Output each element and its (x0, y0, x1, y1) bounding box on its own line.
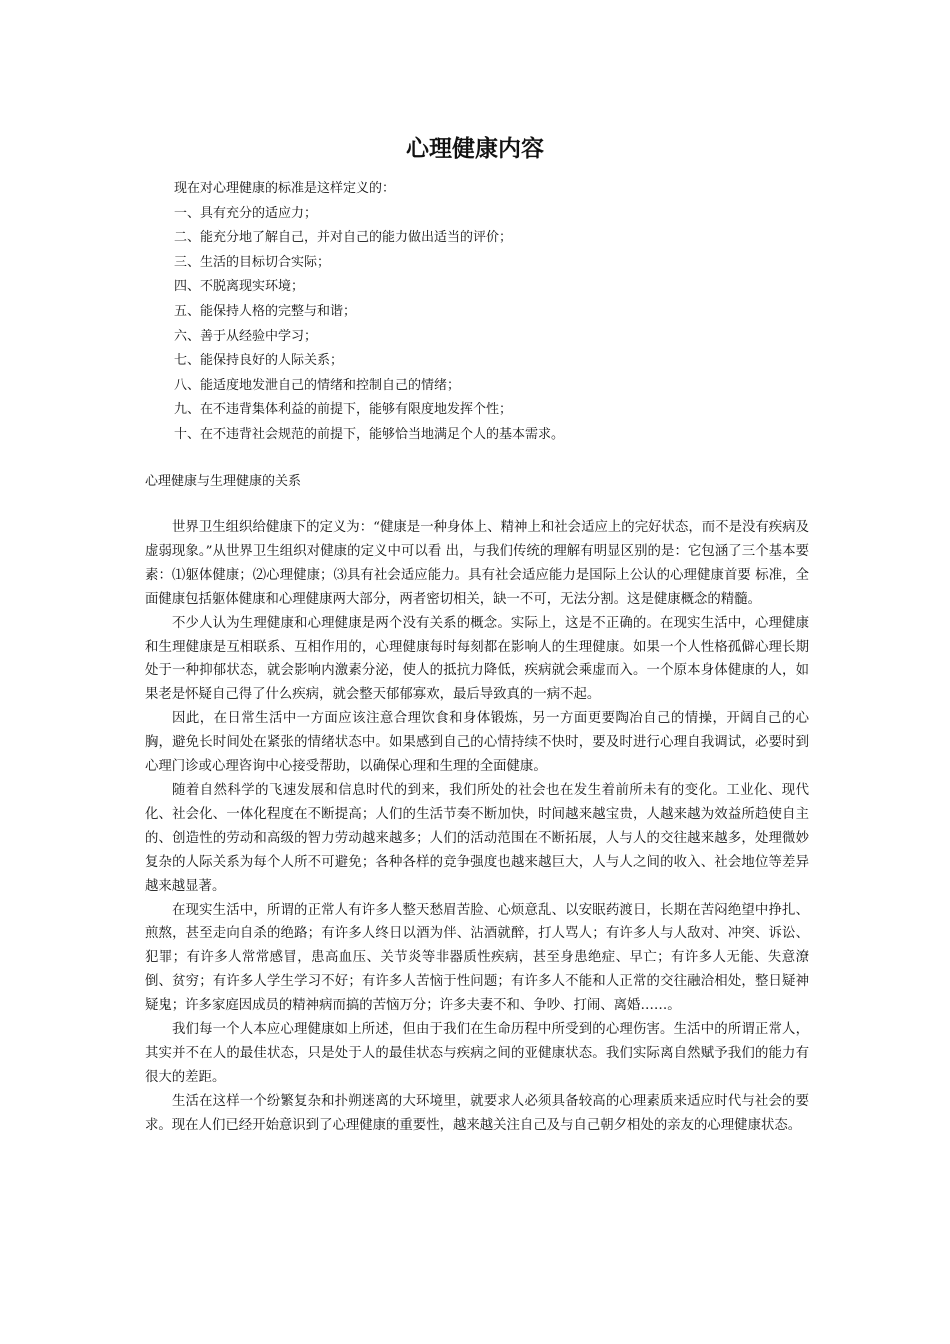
page-title: 心理健康内容 (406, 136, 544, 162)
body-text (145, 516, 809, 1138)
body-paragraph: 不少人认为生理健康和心理健康是两个没有关系的概念。实际上，这是不正确的。在现实生活中，心理健康和生理健康是互相联系、互相作用的，心理健康每时每刻都在影响人的生理健康。如果一个人性格孤僻心理长期处于一种抑郁状态，就会影响内激素分泌，使人的抵抗力降低，疾病就会乘虚而入。一个原本身体健康的人，如果老是怀疑自己得了什么疾病，就会整天郁郁寡欢，最后导致真的一病不起。 (145, 615, 809, 703)
body-paragraph: 随着自然科学的飞速发展和信息时代的到来，我们所处的社会也在发生着前所未有的变化。工业化、现代化、社会化、一体化程度在不断提高；人们的生活节奏不断加快，时间越来越宝贵，人越来越为效益所趋使自主的、创造性的劳动和高级的智力劳动越来越多；人们的活动范围在不断拓展，人与人的交往越来越多，处理微妙复杂的人际关系为每个人所不可避免；各种各样的竞争强度也越来越巨大，人与人之间的收入、社会地位等差异越来越显著。 (145, 782, 809, 894)
criteria-item: 十、在不违背社会规范的前提下，能够恰当地满足个人的基本需求。 (174, 426, 565, 442)
criteria-item: 五、能保持人格的完整与和谐； (174, 303, 357, 319)
criteria-item: 四、不脱离现实环境； (174, 279, 305, 295)
body-paragraph: 因此，在日常生活中一方面应该注意合理饮食和身体锻炼，另一方面更要陶冶自己的情操，开阔自己的心胸，避免长时间处在紧张的情绪状态中。如果感到自己的心情持续不快时，要及时进行心理自我调试，必要时到心理门诊或心理咨询中心接受帮助，以确保心理和生理的全面健康。 (145, 711, 809, 775)
criteria-item: 一、具有充分的适应力； (174, 205, 318, 221)
criteria-item: 三、生活的目标切合实际； (174, 254, 331, 270)
criteria-list (174, 177, 814, 448)
body-paragraph: 生活在这样一个纷繁复杂和扑朔迷离的大环境里，就要求人必须具备较高的心理素质来适应时代与社会的要求。现在人们已经开始意识到了心理健康的重要性，越来越关注自己及与自己朝夕相处的亲友的心理健康状态。 (145, 1093, 809, 1133)
criteria-item: 六、善于从经验中学习； (174, 328, 318, 344)
body-paragraph: 我们每一个人本应心理健康如上所述，但由于我们在生命历程中所受到的心理伤害。生活中的所谓正常人，其实并不在人的最佳状态，只是处于人的最佳状态与疾病之间的亚健康状态。我们实际离自然赋予我们的能力有很大的差距。 (145, 1022, 809, 1085)
body-paragraph: 世界卫生组织给健康下的定义为：“健康是一种身体上、精神上和社会适应上的完好状态，而不是没有疾病及虚弱现象。”从世界卫生组织对健康的定义中可以看 出，与我们传统的理解有明显区别的是：它包涵了三个基本要素：⑴躯体健康；⑵心理健康；⑶具有社会适应能力。具有社会适应能力是国际上公认的心理健康首要 标准，全面健康包括躯体健康和心理健康两大部分，两者密切相关，缺一不可，无法分割。这是健康概念的精髓。 (145, 520, 809, 607)
criteria-item: 九、在不违背集体利益的前提下，能够有限度地发挥个性； (174, 402, 513, 418)
criteria-item: 八、能适度地发泄自己的情绪和控制自己的情绪； (174, 377, 461, 393)
section-heading: 心理健康与生理健康的关系 (145, 474, 302, 489)
criteria-item: 二、能充分地了解自己，并对自己的能力做出适当的评价； (174, 230, 513, 246)
criteria-intro: 现在对心理健康的标准是这样定义的： (174, 181, 396, 196)
body-paragraph: 在现实生活中，所谓的正常人有许多人整天愁眉苦脸、心烦意乱、以安眠药渡日，长期在苦闷绝望中挣扎、煎熬，甚至走向自杀的绝路；有许多人终日以酒为伴、沾酒就醉，打人骂人；有许多人与人敌对、冲突、诉讼、犯罪；有许多人常常感冒，患高血压、关节炎等非器质性疾病，甚至身患绝症、早亡；有许多人无能、失意潦倒、贫穷；有许多人学生学习不好；有许多人苦恼于性问题；有许多人不能和人正常的交往融洽相处，整日疑神疑鬼；许多家庭因成员的精神病而搞的苦恼万分；许多夫妻不和、争吵、打闹、离婚……。 (145, 902, 809, 1014)
criteria-item: 七、能保持良好的人际关系； (174, 353, 344, 369)
